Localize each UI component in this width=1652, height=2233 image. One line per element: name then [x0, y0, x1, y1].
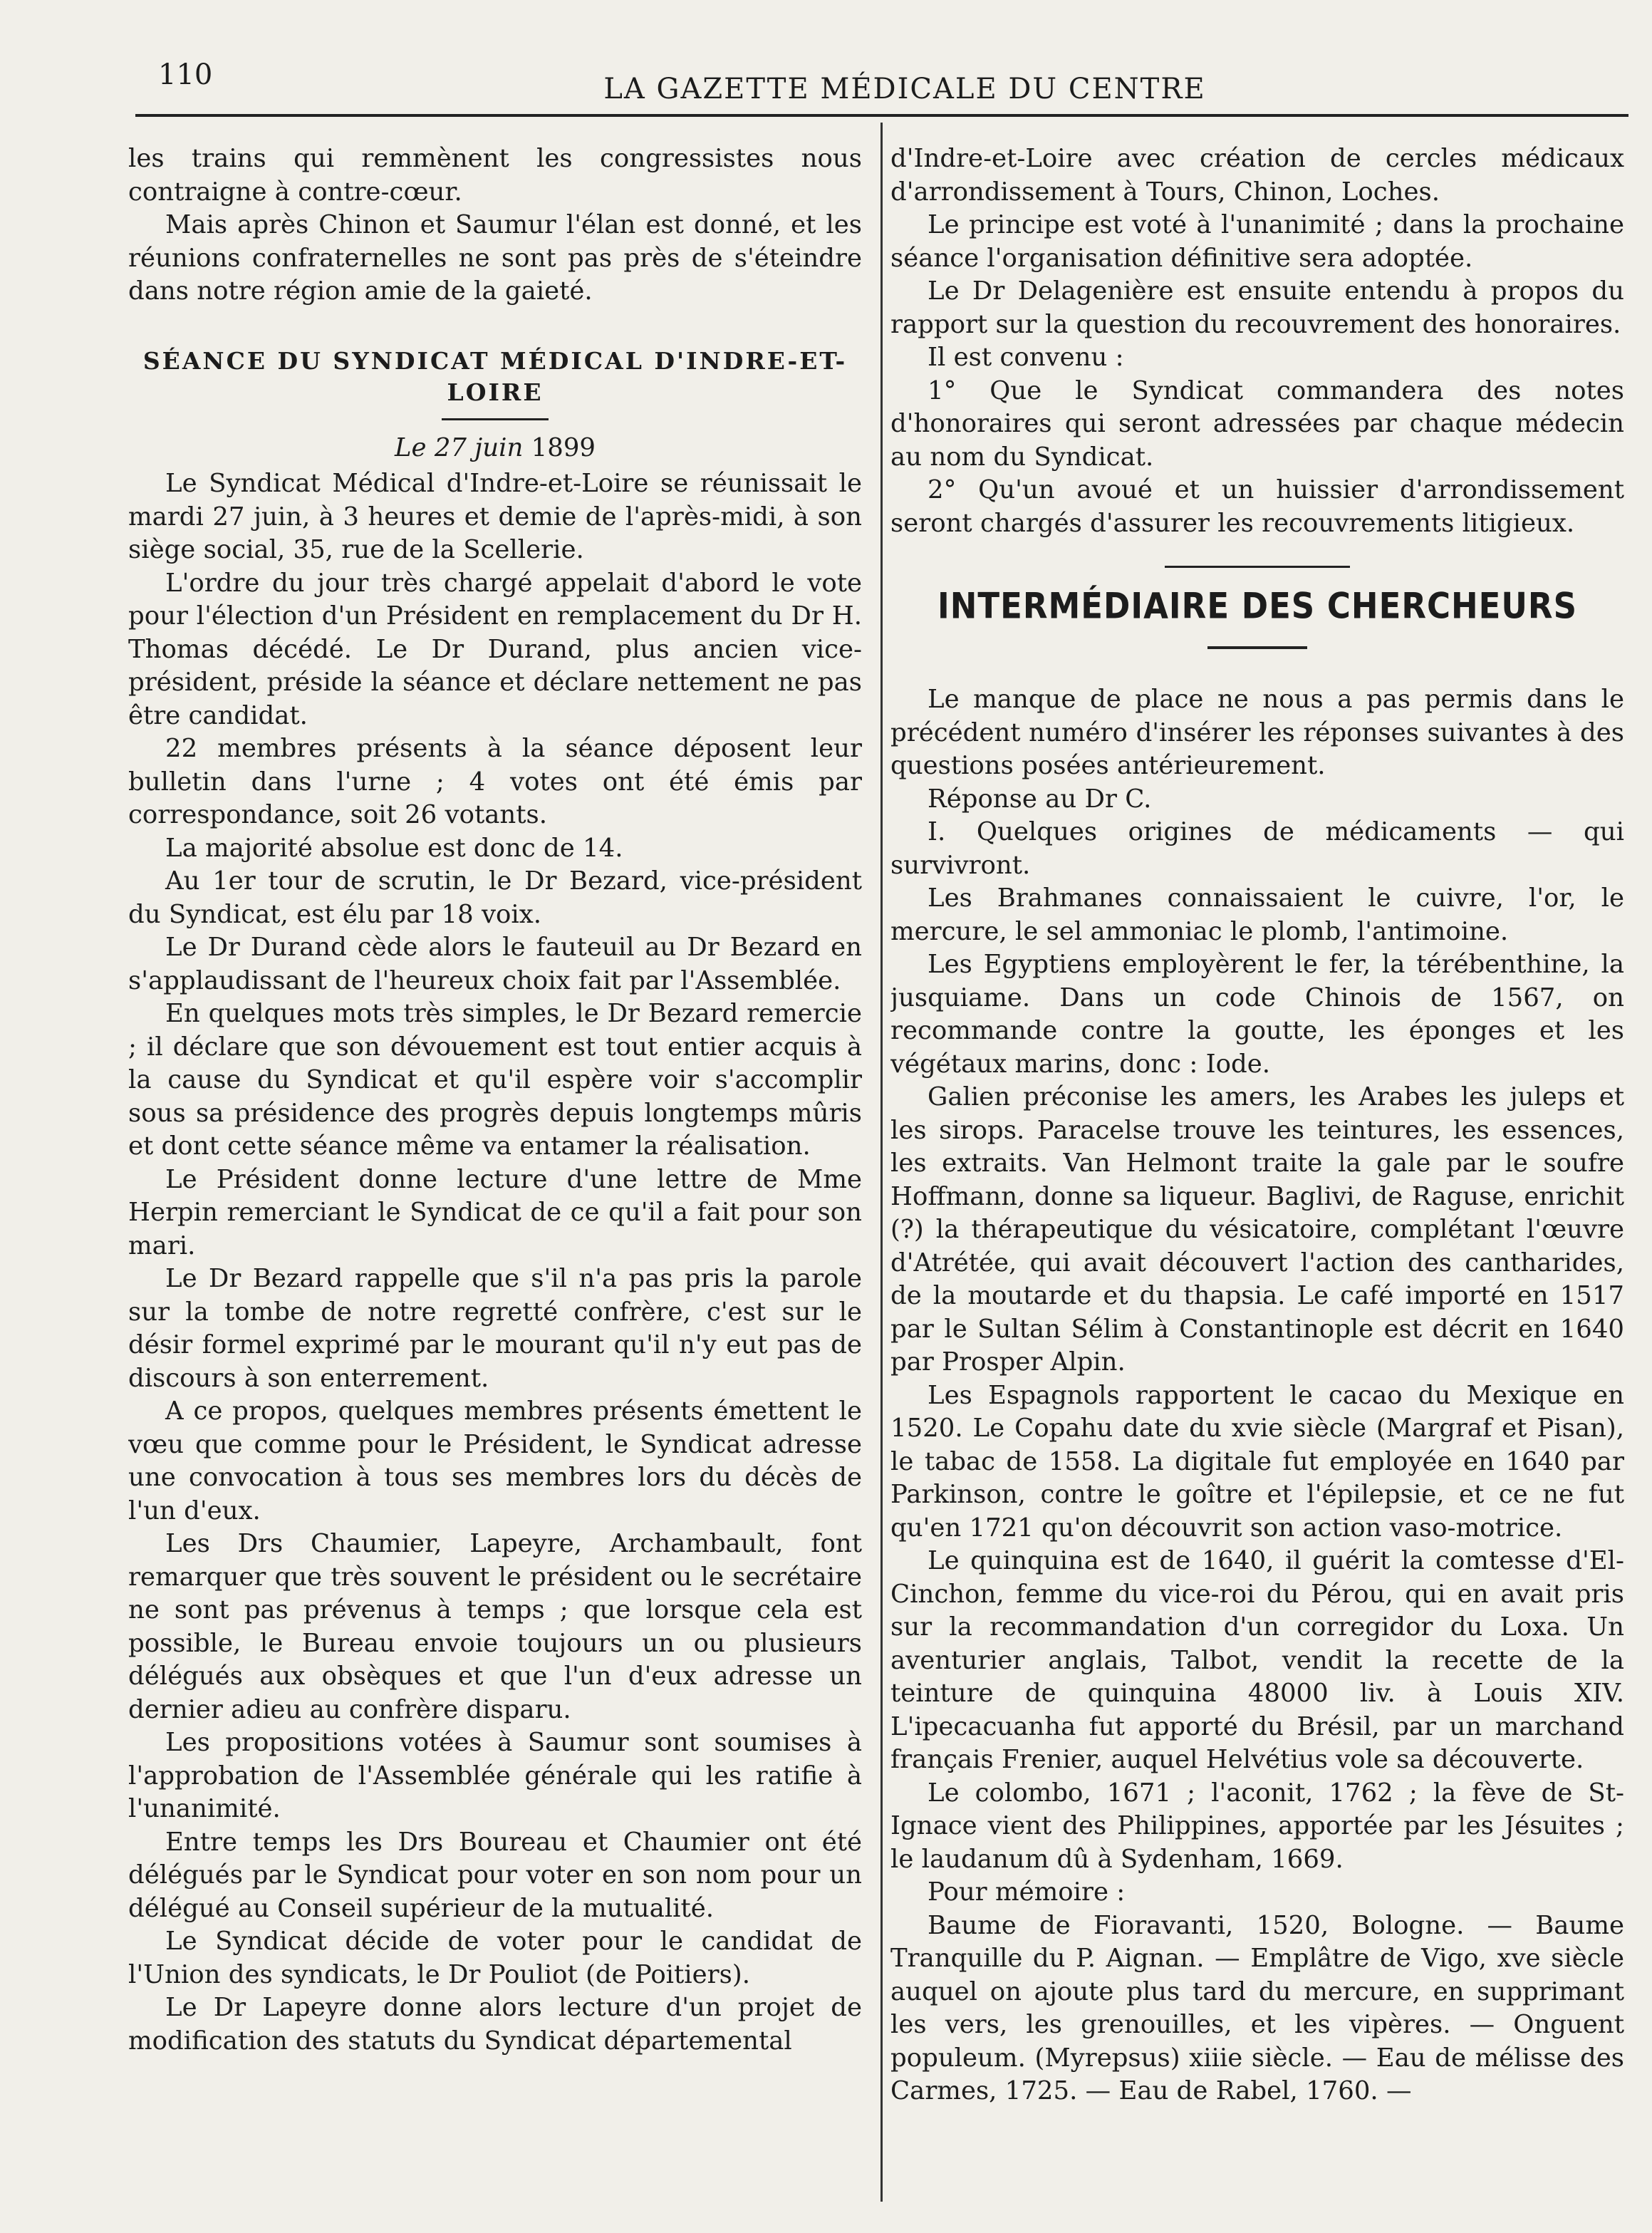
section-heading-syndicat: SÉANCE DU SYNDICAT MÉDICAL D'INDRE-ET-LOIRE	[142, 346, 848, 406]
dateline-year: 1899	[531, 432, 596, 462]
paragraph: 1° Que le Syndicat commandera des notes d'honoraires qui seront adressées par chaque médecin au nom du Syndicat.	[890, 375, 1624, 472]
paragraph: Pour mémoire :	[928, 1877, 1126, 1907]
paragraph: Le Dr Delagenière est ensuite entendu à propos du rapport sur la question du recouvrement des honoraires.	[890, 276, 1624, 339]
paragraph: Galien préconise les amers, les Arabes les juleps et les sirops. Paracelse trouve les teintures, les essences, les extraits. Van Helmont traite la gale par le soufre Hoffmann, donne sa liqueur. Baglivi, de Raguse, enrichit (?) la thérapeutique du vésicatoire, complétant l'œuvre d'Atrétée, qui avait découvert l'action des cantharides, de la moutarde et du thapsia. Le café importé en 1517 par le Sultan Sélim à Constantinople est décrit en 1640 par Prosper Alpin.	[890, 1082, 1624, 1377]
section-heading-chercheurs: INTERMÉDIAIRE DES CHERCHEURS	[937, 585, 1577, 627]
paragraph: Les Drs Chaumier, Lapeyre, Archambault, font remarquer que très souvent le président ou le secrétaire ne sont pas prévenus à temps ; que lorsque cela est possible, le Bureau envoie toujours un ou plusieurs délégués aux obsèques et que l'un d'eux adresse un dernier adieu au confrère disparu.	[128, 1529, 862, 1724]
heading-rule	[1207, 646, 1307, 649]
paragraph: Les Brahmanes connaissaient le cuivre, l'or, le mercure, le sel ammoniac le plomb, l'antimoine.	[890, 884, 1624, 946]
paragraph: Baume de Fioravanti, 1520, Bologne. — Baume Tranquille du P. Aignan. — Emplâtre de Vigo, xve siècle auquel on ajoute plus tard du mercure, en supprimant les vers, les grenouilles, et les vipères. — Onguent populeum. (Myrepsus) xiiie siècle. — Eau de mélisse des Carmes, 1725. — Eau de Rabel, 1760. —	[890, 1910, 1624, 2105]
paragraph: 22 membres présents à la séance déposent leur bulletin dans l'urne ; 4 votes ont été émis par correspondance, soit 26 votants.	[128, 734, 862, 829]
paragraph: Mais après Chinon et Saumur l'élan est donné, et les réunions confraternelles ne sont pas près de s'éteindre dans notre région amie de la gaieté.	[128, 210, 862, 306]
paragraph: Le colombo, 1671 ; l'aconit, 1762 ; la fève de St-Ignace vient des Philippines, apportée par les Jésuites ; le laudanum dû à Sydenham, 1669.	[890, 1778, 1624, 1874]
paragraph: En quelques mots très simples, le Dr Bezard remercie ; il déclare que son dévouement est tout entier acquis à la cause du Syndicat et qu'il espère voir s'accomplir sous sa présidence des progrès depuis longtemps mûris et dont cette séance même va entamer la réalisation.	[128, 999, 862, 1161]
paragraph: Le Dr Durand cède alors le fauteuil au Dr Bezard en s'applaudissant de l'heureux choix fait par l'Assemblée.	[128, 933, 862, 995]
paragraph: Le Dr Bezard rappelle que s'il n'a pas pris la parole sur la tombe de notre regretté confrère, c'est sur le désir formel exprimé par le mourant qu'il n'y eut pas de discours à son enterrement.	[128, 1264, 862, 1393]
column-divider	[880, 123, 883, 2202]
paragraph: I. Quelques origines de médicaments — qui survivront.	[890, 817, 1624, 880]
paragraph: Le Président donne lecture d'une lettre de Mme Herpin remerciant le Syndicat de ce qu'il a fait pour son mari.	[128, 1164, 862, 1260]
left-column	[128, 143, 862, 2209]
paragraph: 2° Qu'un avoué et un huissier d'arrondissement seront chargés d'assurer les recouvrements litigieux.	[890, 475, 1624, 538]
paragraph: Au 1er tour de scrutin, le Dr Bezard, vice-président du Syndicat, est élu par 18 voix.	[128, 866, 862, 929]
paragraph: Les propositions votées à Saumur sont soumises à l'approbation de l'Assemblée générale qui les ratifie à l'unanimité.	[128, 1728, 862, 1823]
header-rule	[135, 114, 1628, 117]
paragraph: Réponse au Dr C.	[928, 784, 1152, 814]
running-title: LA GAZETTE MÉDICALE DU CENTRE	[603, 73, 1206, 105]
paragraph: Entre temps les Drs Boureau et Chaumier ont été délégués par le Syndicat pour voter en son nom pour un délégué au Conseil supérieur de la mutualité.	[128, 1827, 862, 1923]
paragraph: Le principe est voté à l'unanimité ; dans la prochaine séance l'organisation définitive sera adoptée.	[890, 210, 1624, 273]
paragraph: Le Syndicat décide de voter pour le candidat de l'Union des syndicats, le Dr Pouliot (de Poitiers).	[128, 1927, 862, 1989]
paragraph: d'Indre-et-Loire avec création de cercles médicaux d'arrondissement à Tours, Chinon, Loches.	[890, 144, 1624, 207]
dateline-day: Le 27 juin	[394, 432, 524, 462]
paragraph: Il est convenu :	[928, 343, 1124, 372]
paragraph: les trains qui remmènent les congressistes nous contraigne à contre-cœur.	[128, 144, 862, 207]
page-number: 110	[158, 58, 213, 91]
paragraph: Le Dr Lapeyre donne alors lecture d'un projet de modification des statuts du Syndicat départemental	[128, 1993, 862, 2056]
paragraph: La majorité absolue est donc de 14.	[165, 833, 623, 863]
section-rule	[1165, 566, 1350, 568]
dateline	[128, 432, 862, 465]
paragraph: L'ordre du jour très chargé appelait d'abord le vote pour l'élection d'un Président en remplacement du Dr H. Thomas décédé. Le Dr Durand, plus ancien vice-président, préside la séance et déclare nettement ne pas être candidat.	[128, 568, 862, 730]
paragraph: Le Syndicat Médical d'Indre-et-Loire se réunissait le mardi 27 juin, à 3 heures et demie de l'après-midi, à son siège social, 35, rue de la Scellerie.	[128, 469, 862, 564]
paragraph: A ce propos, quelques membres présents émettent le vœu que comme pour le Président, le Syndicat adresse une convocation à tous ses membres lors du décès de l'un d'eux.	[128, 1397, 862, 1525]
heading-rule	[442, 418, 549, 420]
paragraph: Les Espagnols rapportent le cacao du Mexique en 1520. Le Copahu date du xvie siècle (Margraf et Pisan), le tabac de 1558. La digitale fut employée en 1640 par Parkinson, contre le goître et l'épilepsie, et ce ne fut qu'en 1721 qu'on découvrit son action vaso-motrice.	[890, 1380, 1624, 1543]
right-column	[890, 143, 1624, 2209]
paragraph: Les Egyptiens employèrent le fer, la térébenthine, la jusquiame. Dans un code Chinois de 1567, on recommande contre la goutte, les éponges et les végétaux marins, donc : Iode.	[890, 950, 1624, 1079]
paragraph: Le manque de place ne nous a pas permis dans le précédent numéro d'insérer les réponses suivantes à des questions posées antérieurement.	[890, 685, 1624, 780]
paragraph: Le quinquina est de 1640, il guérit la comtesse d'El-Cinchon, femme du vice-roi du Pérou, qui en avait pris sur la recommandation d'un corregidor du Loxa. Un aventurier anglais, Talbot, vendit la recette de la teinture de quinquina 48000 liv. à Louis XIV. L'ipecacuanha fut apporté du Brésil, par un marchand français Frenier, auquel Helvétius vole sa découverte.	[890, 1546, 1624, 1774]
